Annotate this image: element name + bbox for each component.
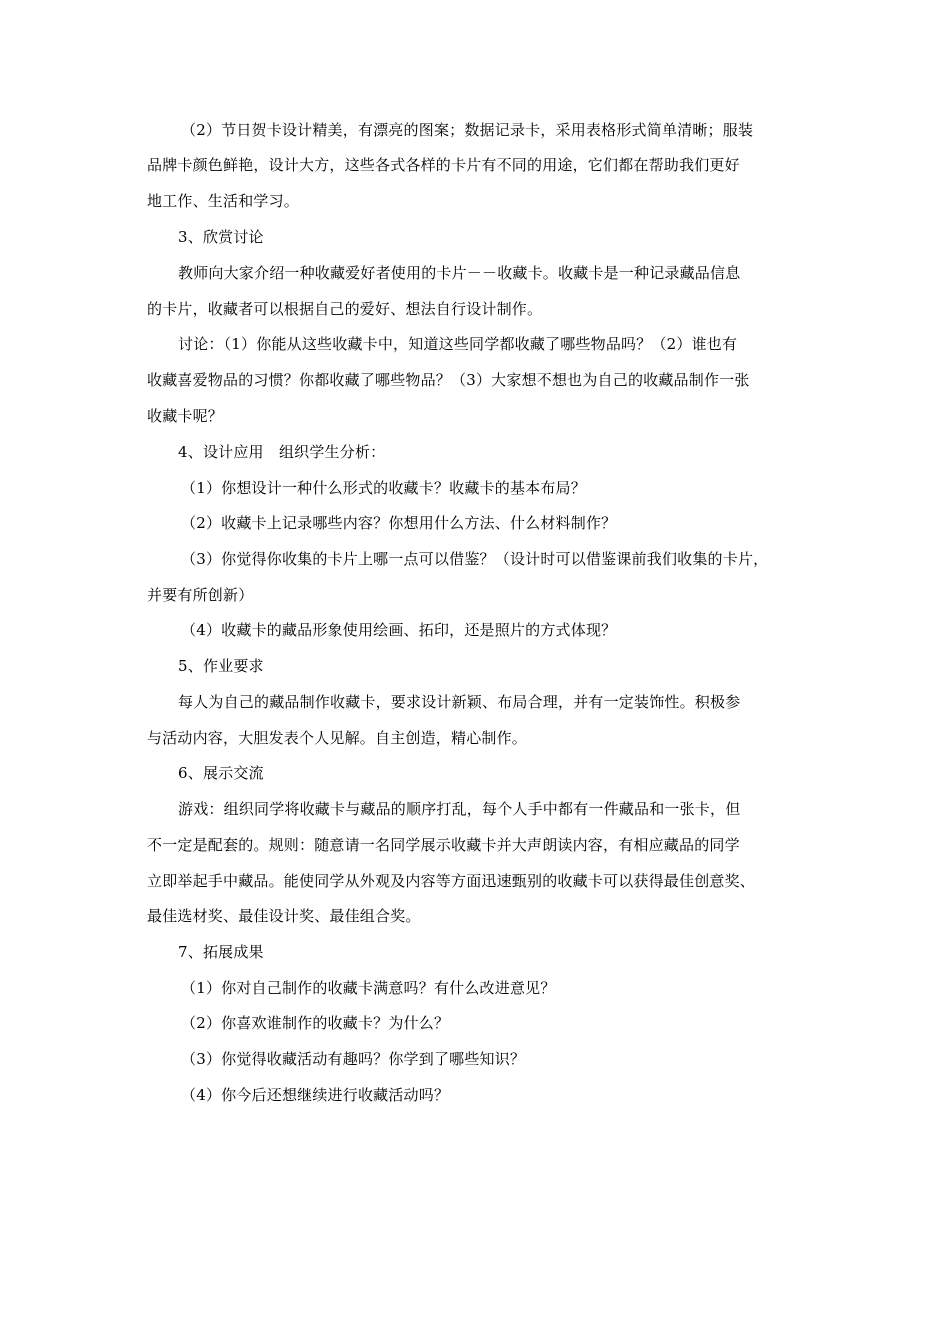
list-item: （1）你想设计一种什么形式的收藏卡？收藏卡的基本布局？ bbox=[181, 479, 586, 497]
text-line: 教师向大家介绍一种收藏爱好者使用的卡片－－收藏卡。收藏卡是一种记录藏品信息 bbox=[178, 264, 741, 282]
text-line: 品牌卡颜色鲜艳，设计大方，这些各式各样的卡片有不同的用途，它们都在帮助我们更好 bbox=[147, 156, 740, 174]
section-heading: 5、作业要求 bbox=[178, 657, 264, 675]
section-heading: 7、拓展成果 bbox=[178, 943, 264, 961]
text-line: 每人为自己的藏品制作收藏卡，要求设计新颖、布局合理，并有一定装饰性。积极参 bbox=[178, 693, 741, 711]
text-line: 游戏：组织同学将收藏卡与藏品的顺序打乱，每个人手中都有一件藏品和一张卡，但 bbox=[178, 800, 741, 818]
list-item: （4）你今后还想继续进行收藏活动吗？ bbox=[181, 1086, 450, 1104]
text-line: 与活动内容，大胆发表个人见解。自主创造，精心制作。 bbox=[147, 729, 528, 747]
section-heading: 6、展示交流 bbox=[178, 764, 264, 782]
text-line: 地工作、生活和学习。 bbox=[147, 192, 300, 210]
text-line: 不一定是配套的。规则：随意请一名同学展示收藏卡并大声朗读内容，有相应藏品的同学 bbox=[147, 836, 740, 854]
list-item: （3）你觉得收藏活动有趣吗？你学到了哪些知识？ bbox=[181, 1050, 526, 1068]
list-item: （2）收藏卡上记录哪些内容？你想用什么方法、什么材料制作？ bbox=[181, 514, 617, 532]
list-item: （2）你喜欢谁制作的收藏卡？为什么？ bbox=[181, 1014, 450, 1032]
text-line: （2）节日贺卡设计精美，有漂亮的图案；数据记录卡，采用表格形式简单清晰；服装 bbox=[181, 121, 754, 139]
text-line: 收藏喜爱物品的习惯？你都收藏了哪些物品？（3）大家想不想也为自己的收藏品制作一张 bbox=[147, 371, 750, 389]
text-line: 收藏卡呢？ bbox=[147, 407, 224, 425]
list-item: （3）你觉得你收集的卡片上哪一点可以借鉴？（设计时可以借鉴课前我们收集的卡片， bbox=[181, 550, 769, 568]
text-line: 并要有所创新） bbox=[147, 586, 254, 604]
section-heading: 4、设计应用 组织学生分析： bbox=[178, 443, 386, 461]
section-heading: 3、欣赏讨论 bbox=[178, 228, 264, 246]
text-line: 立即举起手中藏品。能使同学从外观及内容等方面迅速甄别的收藏卡可以获得最佳创意奖、 bbox=[147, 872, 756, 890]
text-line: 最佳选材奖、最佳设计奖、最佳组合奖。 bbox=[147, 907, 421, 925]
list-item: （1）你对自己制作的收藏卡满意吗？有什么改进意见？ bbox=[181, 979, 556, 997]
list-item: （4）收藏卡的藏品形象使用绘画、拓印，还是照片的方式体现？ bbox=[181, 621, 617, 639]
text-line: 的卡片，收藏者可以根据自己的爱好、想法自行设计制作。 bbox=[147, 300, 543, 318]
text-line: 讨论：（1）你能从这些收藏卡中，知道这些同学都收藏了哪些物品吗？（2）谁也有 bbox=[178, 335, 738, 353]
